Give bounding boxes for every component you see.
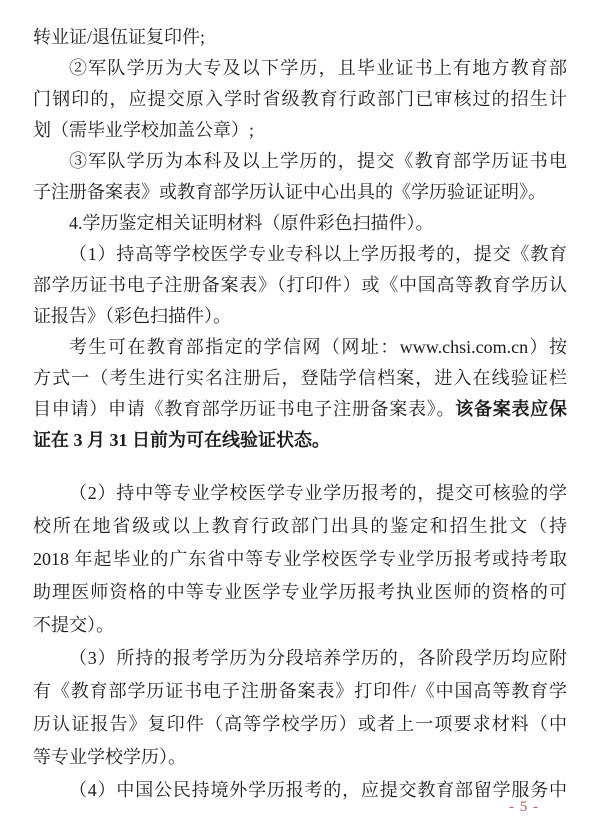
text-segment: 历认证报告》复印件（高等学校学历）或者上一项要求材料（中 xyxy=(33,714,567,734)
text-line xyxy=(33,642,567,675)
text-line xyxy=(33,609,567,642)
text-segment: 4.学历鉴定相关证明材料（原件彩色扫描件）。 xyxy=(69,213,434,233)
text-line xyxy=(33,774,567,807)
text-line xyxy=(33,115,567,146)
text-line xyxy=(33,84,567,115)
text-segment: （2）持中等专业学校医学专业学历报考的，提交可核验的学 xyxy=(69,483,567,503)
text-segment: （3）所持的报考学历为分段培养学历的，各阶段学历均应附 xyxy=(69,648,567,668)
text-segment: 子注册备案表》或教育部学历认证中心出具的《学历验证证明》。 xyxy=(33,182,546,202)
text-line xyxy=(33,425,567,456)
text-line xyxy=(33,53,567,84)
text-line xyxy=(33,741,567,774)
text-segment: （4）中国公民持境外学历报考的，应提交教育部留学服务中 xyxy=(69,780,567,800)
text-segment: 证报告》（彩色扫描件）。 xyxy=(33,306,231,326)
text-segment: 不提交）。 xyxy=(33,615,114,635)
text-segment: （1）持高等学校医学专业专科以上学历报考的，提交《教育 xyxy=(69,244,567,264)
text-segment: 2018 年起毕业的广东省中等专业学校医学专业学历报考或持考取 xyxy=(33,549,567,569)
bold-text-segment: 证在 3 月 31 日前为可在线验证状态。 xyxy=(33,430,330,450)
text-line xyxy=(33,301,567,332)
text-segment: 助理医师资格的中等专业医学专业学历报考执业医师的资格的可 xyxy=(33,582,567,602)
text-segment: 方式一（考生进行实名注册后，登陆学信档案，进入在线验证栏 xyxy=(33,368,567,388)
text-line xyxy=(33,394,567,425)
text-line xyxy=(33,22,567,53)
text-segment: 转业证/退伍证复印件; xyxy=(33,27,206,47)
text-line xyxy=(33,510,567,543)
text-line xyxy=(33,543,567,576)
bold-text-segment: 该备案表应保 xyxy=(455,399,567,419)
text-segment: 目申请）申请《教育部学历证书电子注册备案表》。 xyxy=(33,399,456,419)
paragraph-block xyxy=(33,22,567,456)
text-segment: 划（需毕业学校加盖公章）; xyxy=(33,120,254,140)
paragraph-block xyxy=(33,477,567,807)
page-number: - 5 - xyxy=(509,799,539,815)
text-segment: 部学历证书电子注册备案表》（打印件）或《中国高等教育学历认 xyxy=(33,275,567,295)
text-segment: ②军队学历为大专及以下学历，且毕业证书上有地方教育部 xyxy=(69,58,567,78)
text-line xyxy=(33,675,567,708)
text-line xyxy=(33,146,567,177)
text-line xyxy=(33,177,567,208)
text-segment: 校所在地省级或以上教育行政部门出具的鉴定和招生批文（持 xyxy=(33,516,567,536)
text-segment: 考生可在教育部指定的学信网（网址：www.chsi.com.cn）按 xyxy=(69,337,567,357)
text-line xyxy=(33,208,567,239)
text-line xyxy=(33,270,567,301)
text-line xyxy=(33,363,567,394)
text-segment: 等专业学校学历）。 xyxy=(33,747,186,767)
text-segment: 有《教育部学历证书电子注册备案表》打印件/《中国高等教育学 xyxy=(33,681,567,701)
text-segment: 门钢印的，应提交原入学时省级教育行政部门已审核过的招生计 xyxy=(33,89,567,109)
text-line xyxy=(33,708,567,741)
text-line xyxy=(33,576,567,609)
text-segment: ③军队学历为本科及以上学历的，提交《教育部学历证书电 xyxy=(69,151,567,171)
text-line xyxy=(33,239,567,270)
text-line xyxy=(33,477,567,510)
document-body xyxy=(33,22,567,807)
text-line xyxy=(33,332,567,363)
